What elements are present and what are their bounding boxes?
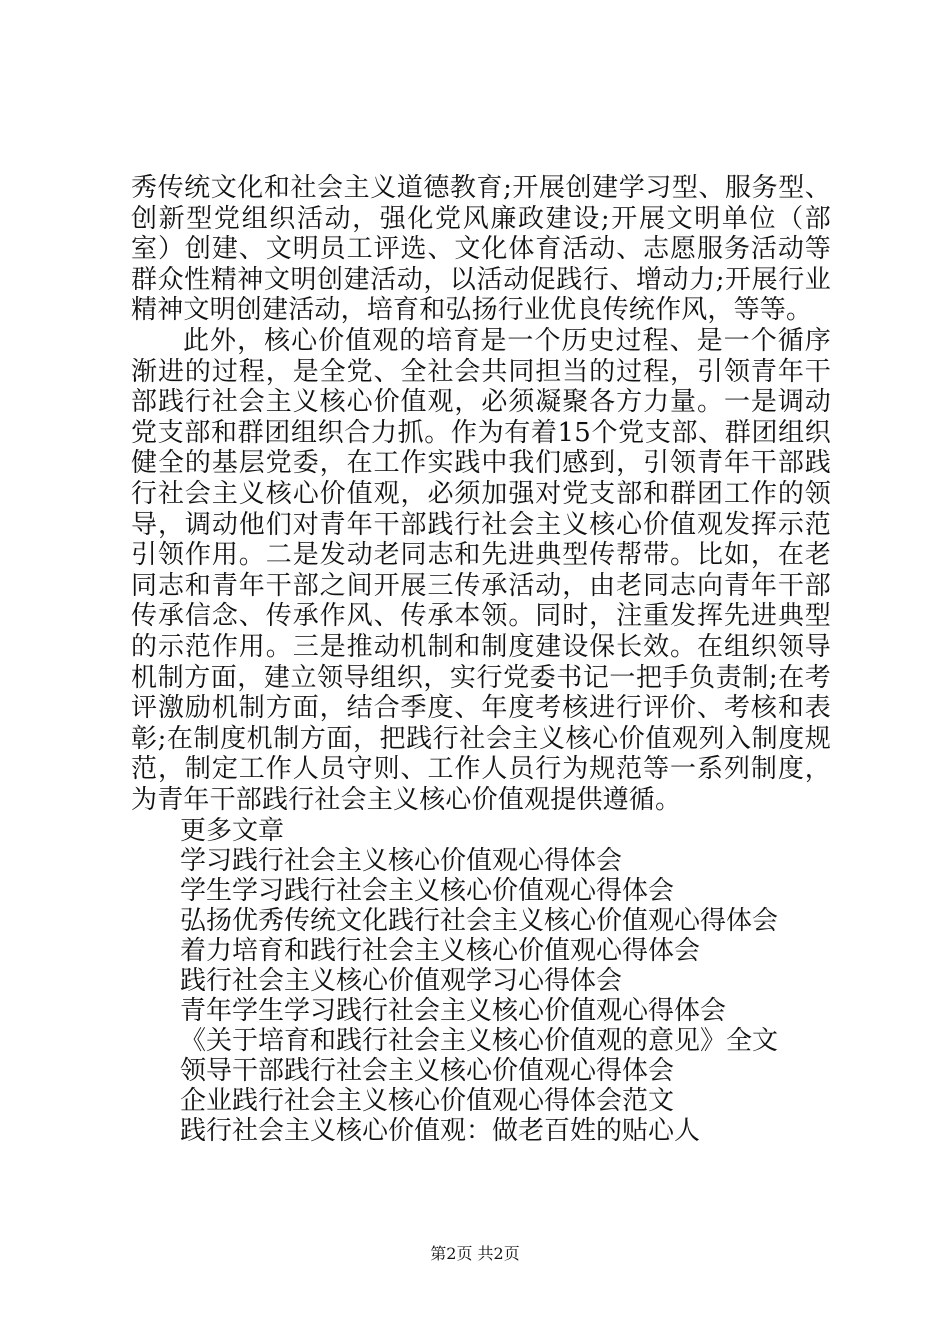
more-article-link[interactable]: 学习践行社会主义核心价值观心得体会 — [180, 846, 623, 876]
paragraph-continued: 秀传统文化和社会主义道德教育;开展创建学习型、服务型、创新型党组织活动，强化党风廉政建设;开展文明单位（部室）创建、文明员工评选、文化体育活动、志愿服务活动等群众性精神文明创建活动，以活动促践行、增动力;开展行业精神文明创建活动，培育和弘扬行业优良传统作风，等等。 — [131, 173, 831, 326]
more-article-link[interactable]: 企业践行社会主义核心价值观心得体会范文 — [180, 1086, 675, 1116]
more-article-link[interactable]: 学生学习践行社会主义核心价值观心得体会 — [180, 876, 675, 906]
more-article-link[interactable]: 着力培育和践行社会主义核心价值观心得体会 — [180, 936, 701, 966]
more-article-link[interactable]: 践行社会主义核心价值观：做老百姓的贴心人 — [180, 1116, 701, 1146]
more-article-link[interactable]: 弘扬优秀传统文化践行社会主义核心价值观心得体会 — [180, 906, 779, 936]
more-article-link[interactable]: 领导干部践行社会主义核心价值观心得体会 — [180, 1056, 675, 1086]
more-article-link[interactable]: 践行社会主义核心价值观学习心得体会 — [180, 966, 623, 996]
more-article-link[interactable]: 《关于培育和践行社会主义核心价值观的意见》全文 — [180, 1026, 779, 1056]
page-number-footer: 第2页 共2页 — [430, 1244, 520, 1263]
paragraph-furthermore: 此外，核心价值观的培育是一个历史过程、是一个循序渐进的过程，是全党、全社会共同担当的过程，引领青年干部践行社会主义核心价值观，必须凝聚各方力量。一是调动党支部和群团组织合力抓。作为有着15个党支部、群团组织健全的基层党委，在工作实践中我们感到，引领青年干部践行社会主义核心价值观，必须加强对党支部和群团工作的领导，调动他们对青年干部践行社会主义核心价值观发挥示范引领作用。二是发动老同志和先进典型传帮带。比如，在老同志和青年干部之间开展三传承活动，由老同志向青年干部传承信念、传承作风、传承本领。同时，注重发挥先进典型的示范作用。三是推动机制和制度建设保长效。在组织领导机制方面，建立领导组织，实行党委书记一把手负责制;在考评激励机制方面，结合季度、年度考核进行评价、考核和表彰;在制度机制方面，把践行社会主义核心价值观列入制度规范，制定工作人员守则、工作人员行为规范等一系列制度，为青年干部践行社会主义核心价值观提供遵循。 — [131, 325, 831, 815]
article-body — [131, 173, 831, 815]
more-articles-section — [180, 816, 820, 1146]
more-article-link[interactable]: 青年学生学习践行社会主义核心价值观心得体会 — [180, 996, 727, 1026]
more-articles-title: 更多文章 — [180, 816, 285, 846]
more-articles-list — [180, 846, 820, 1146]
